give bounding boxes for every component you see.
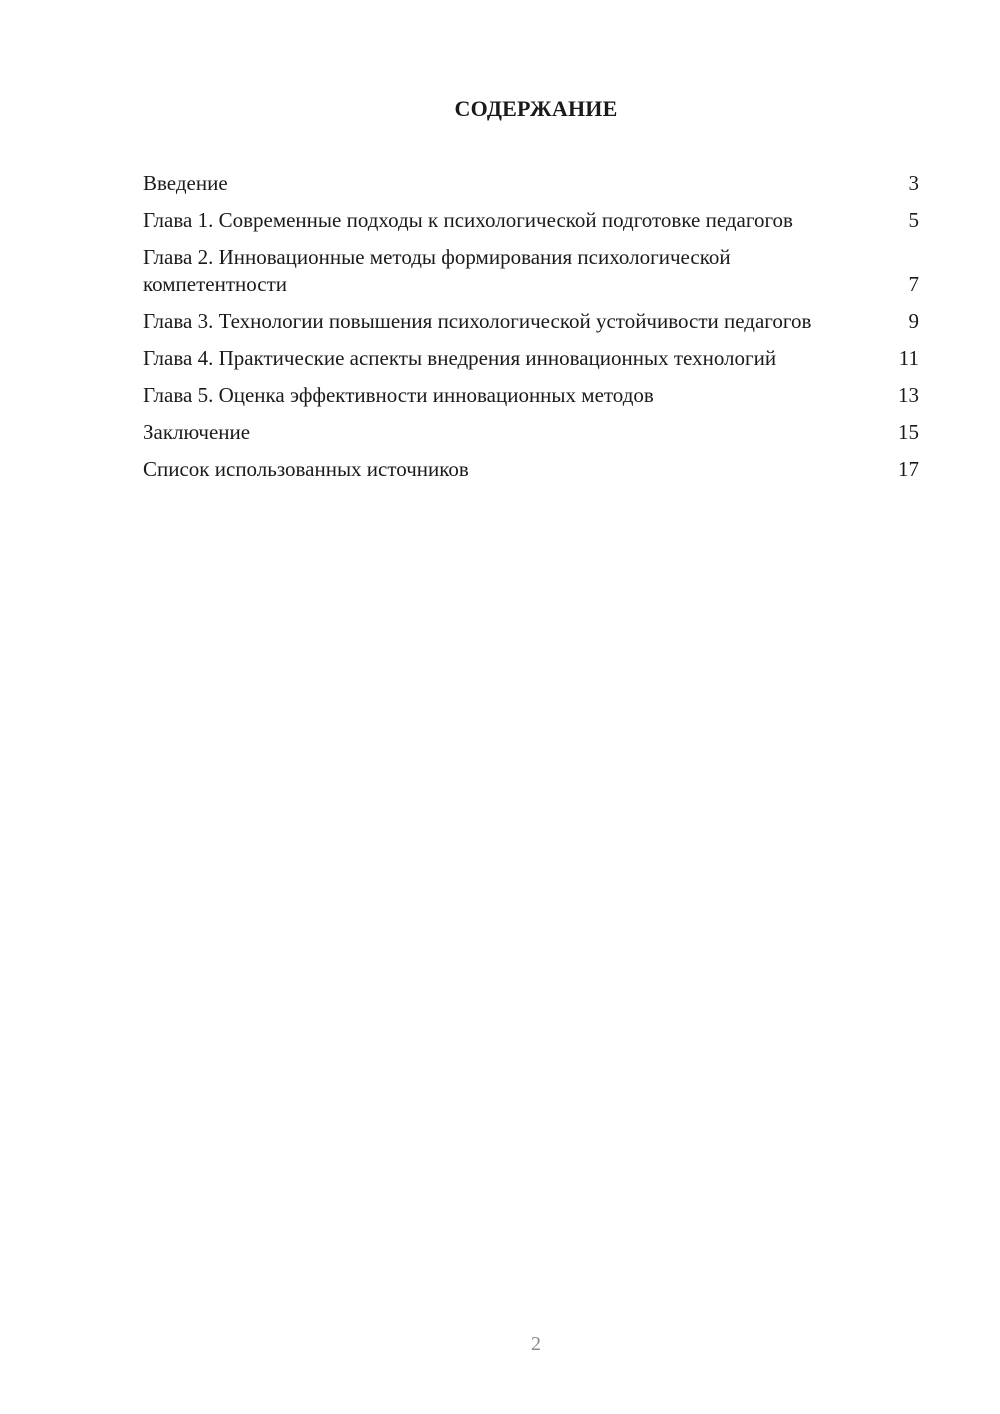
- table-of-contents: [143, 170, 919, 493]
- toc-entry-label: Заключение: [143, 420, 251, 444]
- toc-entry-chapter-4[interactable]: [143, 345, 919, 372]
- toc-entry-conclusion[interactable]: [143, 419, 919, 446]
- toc-entry-page: 13: [898, 383, 919, 407]
- toc-entry-page: 5: [908, 208, 919, 232]
- toc-entry-label: Глава 3. Технологии повышения психологической устойчивости педагогов: [143, 309, 812, 333]
- toc-entry-label: Глава 5. Оценка эффективности инновационных методов: [143, 383, 654, 407]
- toc-entry-chapter-5[interactable]: [143, 382, 919, 409]
- toc-entry-references[interactable]: [143, 456, 919, 483]
- toc-entry-chapter-1[interactable]: [143, 207, 919, 234]
- toc-entry-introduction[interactable]: [143, 170, 919, 197]
- toc-entry-page: 17: [898, 457, 919, 481]
- page-number: 2: [531, 1333, 541, 1355]
- toc-entry-label: Список использованных источников: [143, 457, 469, 481]
- page-title: СОДЕРЖАНИЕ: [454, 96, 618, 121]
- toc-entry-page: 11: [898, 346, 919, 370]
- toc-entry-label: Глава 2. Инновационные методы формирования психологической компетентности: [143, 245, 731, 296]
- toc-entry-chapter-3[interactable]: [143, 308, 919, 335]
- toc-entry-page: 15: [898, 420, 919, 444]
- toc-entry-label: Глава 4. Практические аспекты внедрения инновационных технологий: [143, 346, 777, 370]
- toc-entry-label: Глава 1. Современные подходы к психологической подготовке педагогов: [143, 208, 793, 232]
- toc-entry-page: 7: [908, 272, 919, 296]
- toc-entry-page: 3: [908, 171, 919, 195]
- toc-entry-label: Введение: [143, 171, 228, 195]
- toc-entry-page: 9: [908, 309, 919, 333]
- toc-entry-chapter-2[interactable]: [143, 244, 919, 298]
